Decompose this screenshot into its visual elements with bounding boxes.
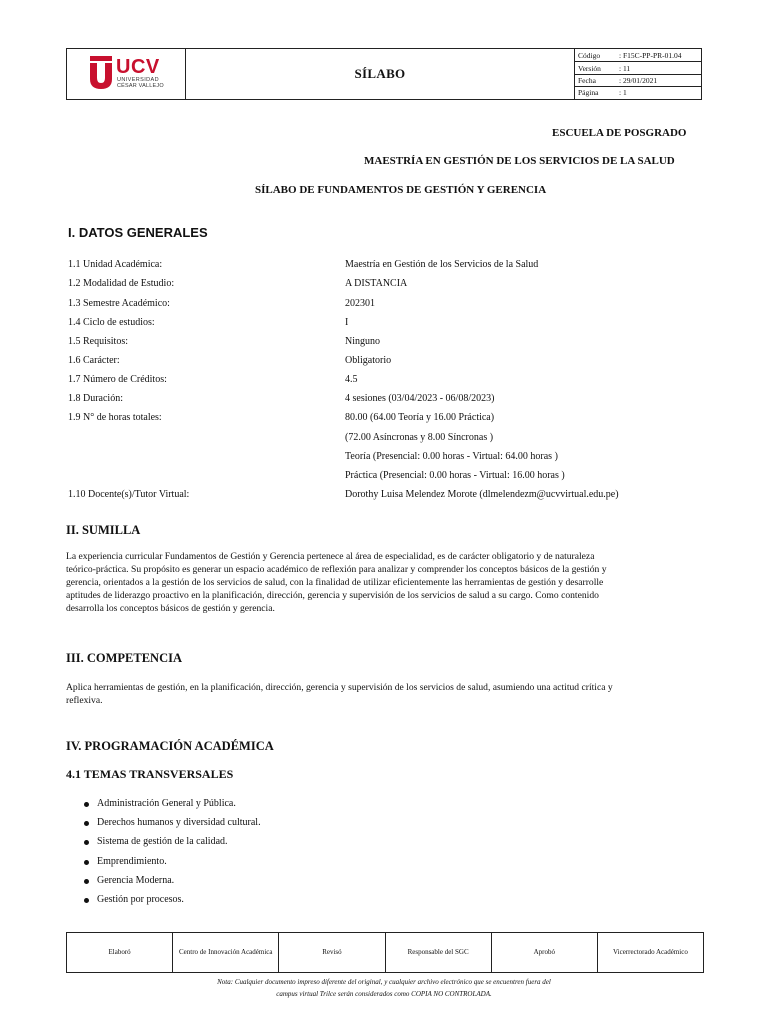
summary-line: teórico-práctica. Su propósito es generar un espacio académico de reflexión para analizar y comprender los conceptos básicos de la gestión y — [66, 564, 607, 575]
hours-detail: (72.00 Asíncronas y 8.00 Síncronas ) — [345, 432, 494, 443]
logo-subtitle-2: CÉSAR VALLEJO — [117, 83, 164, 89]
meta-key: Versión — [578, 64, 601, 73]
logo-subtitle-1: UNIVERSIDAD — [117, 77, 159, 83]
field-label: 1.8 Duración: — [68, 393, 123, 404]
field-label: 1.5 Requisitos: — [68, 336, 129, 347]
field-label: 1.3 Semestre Académico: — [68, 298, 170, 309]
approval-cell: Elaboró — [67, 933, 173, 972]
field-value: 202301 — [345, 298, 375, 309]
bullet-icon — [84, 821, 89, 826]
section-heading-general-data: I. DATOS GENERALES — [68, 225, 208, 240]
approval-cell: Vicerrectorado Académico — [613, 948, 688, 957]
section-heading-competence: III. COMPETENCIA — [66, 651, 182, 665]
meta-key: Fecha — [578, 76, 596, 85]
hours-detail: Práctica (Presencial: 0.00 horas - Virtual: 16.00 horas ) — [345, 470, 565, 481]
list-item: Gestión por procesos. — [97, 894, 184, 906]
competence-line: Aplica herramientas de gestión, en la planificación, dirección, gerencia y supervisión de los servicios de salud, asumiendo una actitud crítica y — [66, 682, 613, 693]
course-title: SÍLABO DE FUNDAMENTOS DE GESTIÓN Y GERENCIA — [255, 184, 547, 196]
field-label: 1.10 Docente(s)/Tutor Virtual: — [68, 489, 190, 500]
competence-paragraph — [66, 681, 702, 707]
document-title: SÍLABO — [186, 48, 575, 100]
list-item: Emprendimiento. — [97, 856, 167, 868]
summary-line: La experiencia curricular Fundamentos de Gestión y Gerencia pertenece al área de especialidad, es de carácter obligatorio y de naturaleza — [66, 551, 595, 562]
summary-paragraph — [66, 550, 702, 615]
list-item: Gerencia Moderna. — [97, 875, 174, 887]
bullet-icon — [84, 879, 89, 884]
meta-value: : 1 — [619, 88, 627, 97]
approval-cell: Responsable del SGC — [386, 933, 492, 972]
field-label: 1.7 Número de Créditos: — [68, 374, 167, 385]
section-heading-academic-programming: IV. PROGRAMACIÓN ACADÉMICA — [66, 739, 274, 753]
field-label: 1.1 Unidad Académica: — [68, 259, 163, 270]
summary-line: desarrolla los conceptos básicos de gestión y gerencia. — [66, 603, 275, 614]
hours-detail: Teoría (Presencial: 0.00 horas - Virtual: 64.00 horas ) — [345, 451, 558, 462]
field-value: Obligatorio — [345, 355, 392, 366]
field-value: 4.5 — [345, 374, 358, 385]
logo-text: UCV — [116, 56, 160, 78]
approval-table — [66, 932, 704, 973]
bullet-icon — [84, 860, 89, 865]
list-item: Administración General y Pública. — [97, 798, 236, 810]
field-value: 4 sesiones (03/04/2023 - 06/08/2023) — [345, 393, 495, 404]
footer-note-line: campus virtual Trilce serán considerados como COPIA NO CONTROLADA. — [276, 990, 492, 998]
approval-cell: Aprobó — [492, 933, 598, 972]
field-value: Maestría en Gestión de los Servicios de la Salud — [345, 259, 539, 270]
meta-value: : 29/01/2021 — [619, 76, 658, 85]
field-value: A DISTANCIA — [345, 278, 408, 289]
footer-note-line: Nota: Cualquier documento impreso diferente del original, y cualquier archivo electrónico que se encuentren fuera del — [217, 978, 551, 986]
section-heading-summary: II. SUMILLA — [66, 523, 141, 537]
program-heading: MAESTRÍA EN GESTIÓN DE LOS SERVICIOS DE LA SALUD — [364, 155, 675, 167]
meta-value: : F15C-PP-PR-01.04 — [619, 51, 682, 60]
field-label: 1.6 Carácter: — [68, 355, 120, 366]
summary-line: gerencia, orientados a la gestión de los servicios de salud, con la finalidad de utilizar eficientemente las herramientas de gestión y desarrolle — [66, 577, 604, 588]
list-item: Sistema de gestión de la calidad. — [97, 836, 228, 848]
summary-line: aptitudes de liderazgo proactivo en la planificación, dirección, gerencia y supervisión de los servicios de salud a su cargo. Como contenido — [66, 590, 599, 601]
logo-cell — [66, 48, 186, 100]
field-value: Ninguno — [345, 336, 380, 347]
school-heading: ESCUELA DE POSGRADO — [552, 127, 687, 139]
ucv-logo-icon — [90, 56, 112, 90]
bullet-icon — [84, 802, 89, 807]
field-label: 1.2 Modalidad de Estudio: — [68, 278, 175, 289]
subsection-heading-transversal-topics: 4.1 TEMAS TRANSVERSALES — [66, 767, 234, 781]
teacher-value: Dorothy Luisa Melendez Morote (dlmelendezm@ucvvirtual.edu.pe) — [345, 489, 619, 500]
approval-cell: Centro de Innovación Académica — [173, 933, 279, 972]
competence-line: reflexiva. — [66, 695, 103, 706]
field-value: I — [345, 317, 349, 328]
meta-key: Página — [578, 88, 599, 97]
approval-cell: Revisó — [279, 933, 385, 972]
list-item: Derechos humanos y diversidad cultural. — [97, 817, 261, 829]
meta-row-page — [575, 86, 702, 99]
bullet-icon — [84, 840, 89, 845]
field-label: 1.4 Ciclo de estudios: — [68, 317, 155, 328]
meta-value: : 11 — [619, 64, 631, 73]
meta-key: Código — [578, 51, 601, 60]
field-label: 1.9 N° de horas totales: — [68, 412, 162, 423]
bullet-icon — [84, 898, 89, 903]
field-value: 80.00 (64.00 Teoría y 16.00 Práctica) — [345, 412, 495, 423]
